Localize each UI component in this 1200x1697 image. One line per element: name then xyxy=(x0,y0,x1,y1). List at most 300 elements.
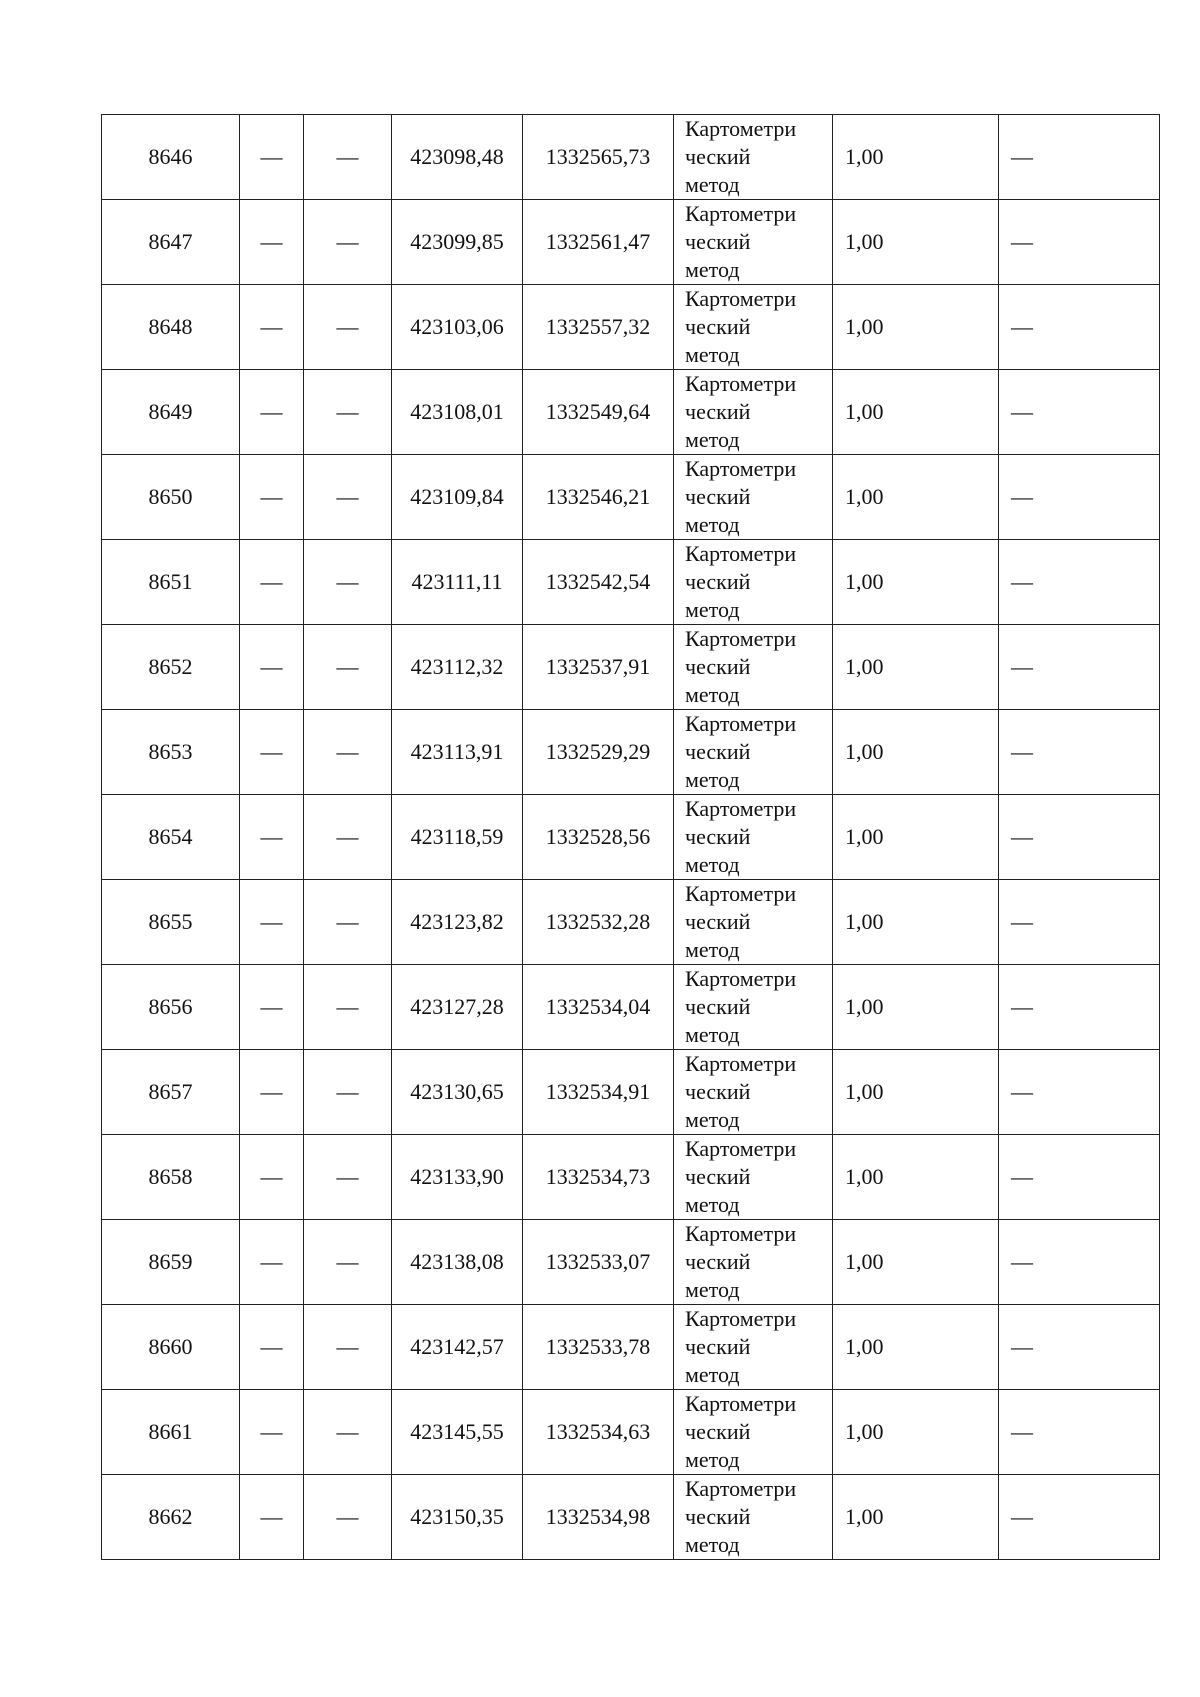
y-coordinate-cell xyxy=(523,795,674,880)
dash-cell xyxy=(304,1390,392,1475)
method-cell xyxy=(674,795,833,880)
method-text-line: Картометри xyxy=(685,626,797,651)
table-row xyxy=(102,540,1160,625)
accuracy-cell xyxy=(833,370,999,455)
method-cell xyxy=(674,285,833,370)
method-text-line: метод xyxy=(685,937,740,962)
method-text-line: метод xyxy=(685,1022,740,1047)
dash-text: — xyxy=(260,994,283,1019)
accuracy-cell xyxy=(833,285,999,370)
y-coordinate-cell xyxy=(523,965,674,1050)
point-number-cell xyxy=(102,285,240,370)
method-text-line: метод xyxy=(685,257,740,282)
dash-cell xyxy=(240,540,304,625)
dash-text: — xyxy=(336,654,359,679)
description-cell xyxy=(999,370,1160,455)
dash-cell xyxy=(240,710,304,795)
table-row xyxy=(102,880,1160,965)
table-row xyxy=(102,1475,1160,1560)
method-cell xyxy=(674,1050,833,1135)
description-cell xyxy=(999,625,1160,710)
method-text-line: Картометри xyxy=(685,456,797,481)
y-coordinate-cell xyxy=(523,540,674,625)
y-coordinate-cell xyxy=(523,1390,674,1475)
dash-cell xyxy=(240,1475,304,1560)
description-cell xyxy=(999,200,1160,285)
dash-text: — xyxy=(260,229,283,254)
accuracy-text: 1,00 xyxy=(845,994,884,1019)
description-text: — xyxy=(1011,569,1033,594)
point-number-text: 8656 xyxy=(148,994,193,1019)
dash-cell xyxy=(240,370,304,455)
dash-cell xyxy=(240,965,304,1050)
y-coordinate-text: 1332534,91 xyxy=(545,1079,651,1104)
dash-cell xyxy=(304,285,392,370)
method-text-line: Картометри xyxy=(685,286,797,311)
dash-cell xyxy=(304,200,392,285)
x-coordinate-cell xyxy=(392,880,523,965)
dash-text: — xyxy=(260,484,283,509)
method-text-line: Картометри xyxy=(685,1306,797,1331)
y-coordinate-cell xyxy=(523,1135,674,1220)
dash-cell xyxy=(304,710,392,795)
method-text-line: ческий xyxy=(685,909,751,934)
dash-cell xyxy=(304,1305,392,1390)
table-row xyxy=(102,1305,1160,1390)
x-coordinate-text: 423142,57 xyxy=(410,1334,504,1359)
x-coordinate-cell xyxy=(392,370,523,455)
x-coordinate-cell xyxy=(392,1305,523,1390)
dash-cell xyxy=(304,795,392,880)
point-number-cell xyxy=(102,965,240,1050)
dash-text: — xyxy=(260,739,283,764)
method-text-line: ческий xyxy=(685,1419,751,1444)
dash-cell xyxy=(304,880,392,965)
dash-cell xyxy=(304,370,392,455)
y-coordinate-text: 1332546,21 xyxy=(545,484,651,509)
method-cell xyxy=(674,540,833,625)
method-cell xyxy=(674,880,833,965)
y-coordinate-cell xyxy=(523,455,674,540)
description-cell xyxy=(999,1220,1160,1305)
y-coordinate-text: 1332534,98 xyxy=(545,1504,651,1529)
x-coordinate-text: 423111,11 xyxy=(411,569,503,594)
method-text-line: ческий xyxy=(685,229,751,254)
table-row xyxy=(102,1050,1160,1135)
x-coordinate-cell xyxy=(392,625,523,710)
x-coordinate-cell xyxy=(392,965,523,1050)
y-coordinate-text: 1332549,64 xyxy=(545,399,651,424)
point-number-text: 8647 xyxy=(148,229,193,254)
dash-cell xyxy=(240,1390,304,1475)
table-row xyxy=(102,1220,1160,1305)
dash-text: — xyxy=(260,909,283,934)
y-coordinate-cell xyxy=(523,370,674,455)
method-text-line: ческий xyxy=(685,399,751,424)
y-coordinate-text: 1332565,73 xyxy=(545,144,651,169)
accuracy-text: 1,00 xyxy=(845,1249,884,1274)
method-text-line: ческий xyxy=(685,1164,751,1189)
dash-text: — xyxy=(336,909,359,934)
accuracy-cell xyxy=(833,115,999,200)
description-cell xyxy=(999,710,1160,795)
description-cell xyxy=(999,1390,1160,1475)
x-coordinate-cell xyxy=(392,1475,523,1560)
method-text-line: Картометри xyxy=(685,541,797,566)
y-coordinate-text: 1332557,32 xyxy=(545,314,651,339)
method-text-line: ческий xyxy=(685,569,751,594)
accuracy-cell xyxy=(833,710,999,795)
x-coordinate-cell xyxy=(392,710,523,795)
point-number-cell xyxy=(102,880,240,965)
method-cell xyxy=(674,200,833,285)
method-text-line: ческий xyxy=(685,994,751,1019)
description-text: — xyxy=(1011,399,1033,424)
dash-cell xyxy=(304,455,392,540)
description-text: — xyxy=(1011,484,1033,509)
x-coordinate-text: 423123,82 xyxy=(410,909,504,934)
x-coordinate-text: 423103,06 xyxy=(410,314,504,339)
method-cell xyxy=(674,455,833,540)
accuracy-cell xyxy=(833,540,999,625)
method-text-line: метод xyxy=(685,1107,740,1132)
dash-cell xyxy=(240,1050,304,1135)
dash-cell xyxy=(240,1135,304,1220)
method-cell xyxy=(674,1475,833,1560)
method-text-line: метод xyxy=(685,512,740,537)
x-coordinate-text: 423150,35 xyxy=(410,1504,504,1529)
point-number-cell xyxy=(102,1475,240,1560)
table-row xyxy=(102,625,1160,710)
x-coordinate-text: 423127,28 xyxy=(410,994,504,1019)
dash-text: — xyxy=(336,1504,359,1529)
accuracy-cell xyxy=(833,1305,999,1390)
accuracy-cell xyxy=(833,965,999,1050)
x-coordinate-cell xyxy=(392,455,523,540)
point-number-text: 8657 xyxy=(148,1079,193,1104)
accuracy-cell xyxy=(833,880,999,965)
table-row xyxy=(102,710,1160,795)
method-text-line: ческий xyxy=(685,1249,751,1274)
description-text: — xyxy=(1011,1079,1033,1104)
x-coordinate-text: 423113,91 xyxy=(410,739,504,764)
method-text-line: метод xyxy=(685,427,740,452)
dash-text: — xyxy=(336,399,359,424)
point-number-cell xyxy=(102,1135,240,1220)
method-text-line: Картометри xyxy=(685,966,797,991)
description-text: — xyxy=(1011,1504,1033,1529)
accuracy-text: 1,00 xyxy=(845,144,884,169)
accuracy-cell xyxy=(833,200,999,285)
point-number-cell xyxy=(102,710,240,795)
point-number-text: 8651 xyxy=(148,569,193,594)
table-row xyxy=(102,795,1160,880)
point-number-cell xyxy=(102,795,240,880)
dash-cell xyxy=(304,115,392,200)
description-text: — xyxy=(1011,144,1033,169)
x-coordinate-text: 423138,08 xyxy=(410,1249,504,1274)
accuracy-cell xyxy=(833,625,999,710)
method-text-line: Картометри xyxy=(685,881,797,906)
method-cell xyxy=(674,1390,833,1475)
description-text: — xyxy=(1011,824,1033,849)
dash-text: — xyxy=(260,1164,283,1189)
description-cell xyxy=(999,1475,1160,1560)
description-cell xyxy=(999,1050,1160,1135)
y-coordinate-cell xyxy=(523,200,674,285)
point-number-text: 8653 xyxy=(148,739,193,764)
x-coordinate-cell xyxy=(392,200,523,285)
method-text-line: Картометри xyxy=(685,371,797,396)
table-row xyxy=(102,115,1160,200)
y-coordinate-cell xyxy=(523,880,674,965)
dash-cell xyxy=(240,625,304,710)
x-coordinate-cell xyxy=(392,285,523,370)
table-row xyxy=(102,965,1160,1050)
method-cell xyxy=(674,1220,833,1305)
description-text: — xyxy=(1011,229,1033,254)
x-coordinate-cell xyxy=(392,540,523,625)
accuracy-text: 1,00 xyxy=(845,824,884,849)
method-text-line: метод xyxy=(685,1362,740,1387)
dash-text: — xyxy=(260,314,283,339)
table-row xyxy=(102,1135,1160,1220)
method-text-line: ческий xyxy=(685,314,751,339)
point-number-text: 8648 xyxy=(148,314,193,339)
method-text-line: ческий xyxy=(685,484,751,509)
dash-text: — xyxy=(336,229,359,254)
x-coordinate-cell xyxy=(392,1390,523,1475)
dash-cell xyxy=(304,1220,392,1305)
dash-cell xyxy=(304,965,392,1050)
description-text: — xyxy=(1011,909,1033,934)
method-text-line: метод xyxy=(685,597,740,622)
dash-text: — xyxy=(336,484,359,509)
point-number-text: 8649 xyxy=(148,399,193,424)
dash-cell xyxy=(240,1305,304,1390)
method-text-line: ческий xyxy=(685,1334,751,1359)
method-text-line: Картометри xyxy=(685,1136,797,1161)
point-number-cell xyxy=(102,200,240,285)
method-text-line: метод xyxy=(685,1447,740,1472)
method-text-line: Картометри xyxy=(685,1476,797,1501)
y-coordinate-cell xyxy=(523,285,674,370)
dash-text: — xyxy=(260,1334,283,1359)
accuracy-text: 1,00 xyxy=(845,569,884,594)
y-coordinate-text: 1332537,91 xyxy=(545,654,651,679)
table-row xyxy=(102,200,1160,285)
accuracy-cell xyxy=(833,1220,999,1305)
method-text-line: ческий xyxy=(685,824,751,849)
description-text: — xyxy=(1011,314,1033,339)
dash-text: — xyxy=(260,824,283,849)
method-cell xyxy=(674,965,833,1050)
point-number-cell xyxy=(102,1220,240,1305)
y-coordinate-text: 1332534,63 xyxy=(545,1419,651,1444)
description-text: — xyxy=(1011,1164,1033,1189)
method-text-line: Картометри xyxy=(685,711,797,736)
y-coordinate-text: 1332534,73 xyxy=(545,1164,651,1189)
method-text-line: метод xyxy=(685,342,740,367)
x-coordinate-cell xyxy=(392,1220,523,1305)
method-cell xyxy=(674,370,833,455)
description-text: — xyxy=(1011,739,1033,764)
y-coordinate-cell xyxy=(523,710,674,795)
dash-cell xyxy=(304,625,392,710)
accuracy-text: 1,00 xyxy=(845,1334,884,1359)
x-coordinate-text: 423130,65 xyxy=(410,1079,504,1104)
description-cell xyxy=(999,1305,1160,1390)
accuracy-cell xyxy=(833,455,999,540)
method-cell xyxy=(674,115,833,200)
accuracy-text: 1,00 xyxy=(845,909,884,934)
x-coordinate-text: 423098,48 xyxy=(410,144,504,169)
description-text: — xyxy=(1011,994,1033,1019)
y-coordinate-text: 1332529,29 xyxy=(545,739,651,764)
description-text: — xyxy=(1011,654,1033,679)
method-text-line: Картометри xyxy=(685,1221,797,1246)
method-text-line: Картометри xyxy=(685,116,797,141)
description-text: — xyxy=(1011,1334,1033,1359)
dash-text: — xyxy=(260,569,283,594)
accuracy-text: 1,00 xyxy=(845,399,884,424)
method-text-line: Картометри xyxy=(685,796,797,821)
x-coordinate-text: 423118,59 xyxy=(410,824,504,849)
dash-cell xyxy=(240,285,304,370)
accuracy-cell xyxy=(833,1135,999,1220)
method-text-line: метод xyxy=(685,1192,740,1217)
dash-text: — xyxy=(260,399,283,424)
y-coordinate-text: 1332528,56 xyxy=(545,824,651,849)
accuracy-text: 1,00 xyxy=(845,1164,884,1189)
y-coordinate-text: 1332561,47 xyxy=(545,229,651,254)
method-text-line: Картометри xyxy=(685,201,797,226)
method-text-line: Картометри xyxy=(685,1051,797,1076)
table-row xyxy=(102,370,1160,455)
point-number-text: 8646 xyxy=(148,144,193,169)
dash-text: — xyxy=(336,1249,359,1274)
y-coordinate-text: 1332542,54 xyxy=(545,569,651,594)
y-coordinate-cell xyxy=(523,1305,674,1390)
description-text: — xyxy=(1011,1419,1033,1444)
dash-text: — xyxy=(336,994,359,1019)
x-coordinate-cell xyxy=(392,1135,523,1220)
description-cell xyxy=(999,115,1160,200)
dash-text: — xyxy=(336,314,359,339)
description-cell xyxy=(999,1135,1160,1220)
point-number-text: 8659 xyxy=(148,1249,193,1274)
point-number-text: 8660 xyxy=(148,1334,193,1359)
point-number-text: 8654 xyxy=(148,824,193,849)
dash-text: — xyxy=(260,654,283,679)
x-coordinate-text: 423112,32 xyxy=(410,654,504,679)
x-coordinate-text: 423108,01 xyxy=(410,399,504,424)
dash-cell xyxy=(240,455,304,540)
method-text-line: метод xyxy=(685,767,740,792)
accuracy-text: 1,00 xyxy=(845,229,884,254)
description-cell xyxy=(999,795,1160,880)
point-number-text: 8662 xyxy=(148,1504,193,1529)
dash-text: — xyxy=(336,1334,359,1359)
x-coordinate-text: 423099,85 xyxy=(410,229,504,254)
dash-cell xyxy=(240,115,304,200)
method-cell xyxy=(674,1135,833,1220)
point-number-cell xyxy=(102,540,240,625)
point-number-text: 8652 xyxy=(148,654,193,679)
accuracy-cell xyxy=(833,795,999,880)
y-coordinate-cell xyxy=(523,115,674,200)
method-text-line: Картометри xyxy=(685,1391,797,1416)
point-number-cell xyxy=(102,1050,240,1135)
method-cell xyxy=(674,710,833,795)
x-coordinate-text: 423133,90 xyxy=(410,1164,504,1189)
accuracy-text: 1,00 xyxy=(845,1079,884,1104)
dash-text: — xyxy=(260,144,283,169)
method-cell xyxy=(674,625,833,710)
accuracy-cell xyxy=(833,1475,999,1560)
dash-cell xyxy=(240,795,304,880)
method-text-line: метод xyxy=(685,1532,740,1557)
dash-cell xyxy=(240,880,304,965)
table-row xyxy=(102,285,1160,370)
method-text-line: ческий xyxy=(685,1079,751,1104)
dash-text: — xyxy=(336,1419,359,1444)
point-number-cell xyxy=(102,1390,240,1475)
accuracy-text: 1,00 xyxy=(845,654,884,679)
method-text-line: ческий xyxy=(685,654,751,679)
accuracy-cell xyxy=(833,1390,999,1475)
x-coordinate-text: 423109,84 xyxy=(410,484,504,509)
dash-text: — xyxy=(260,1504,283,1529)
method-text-line: ческий xyxy=(685,1504,751,1529)
table-row xyxy=(102,455,1160,540)
description-cell xyxy=(999,880,1160,965)
x-coordinate-cell xyxy=(392,115,523,200)
accuracy-text: 1,00 xyxy=(845,739,884,764)
y-coordinate-cell xyxy=(523,1220,674,1305)
x-coordinate-cell xyxy=(392,795,523,880)
method-text-line: метод xyxy=(685,172,740,197)
description-cell xyxy=(999,455,1160,540)
y-coordinate-text: 1332532,28 xyxy=(545,909,651,934)
point-number-cell xyxy=(102,625,240,710)
dash-text: — xyxy=(260,1079,283,1104)
dash-text: — xyxy=(260,1249,283,1274)
accuracy-cell xyxy=(833,1050,999,1135)
dash-text: — xyxy=(336,739,359,764)
point-number-cell xyxy=(102,1305,240,1390)
description-cell xyxy=(999,540,1160,625)
point-number-cell xyxy=(102,115,240,200)
description-cell xyxy=(999,965,1160,1050)
accuracy-text: 1,00 xyxy=(845,484,884,509)
method-cell xyxy=(674,1305,833,1390)
dash-cell xyxy=(304,540,392,625)
table-row xyxy=(102,1390,1160,1475)
x-coordinate-cell xyxy=(392,1050,523,1135)
point-number-text: 8650 xyxy=(148,484,193,509)
y-coordinate-text: 1332533,07 xyxy=(545,1249,651,1274)
method-text-line: метод xyxy=(685,682,740,707)
description-text: — xyxy=(1011,1249,1033,1274)
point-number-text: 8655 xyxy=(148,909,193,934)
accuracy-text: 1,00 xyxy=(845,1419,884,1444)
coordinates-table xyxy=(101,114,1160,1560)
y-coordinate-cell xyxy=(523,1475,674,1560)
dash-text: — xyxy=(336,1164,359,1189)
dash-cell xyxy=(240,200,304,285)
dash-text: — xyxy=(336,144,359,169)
